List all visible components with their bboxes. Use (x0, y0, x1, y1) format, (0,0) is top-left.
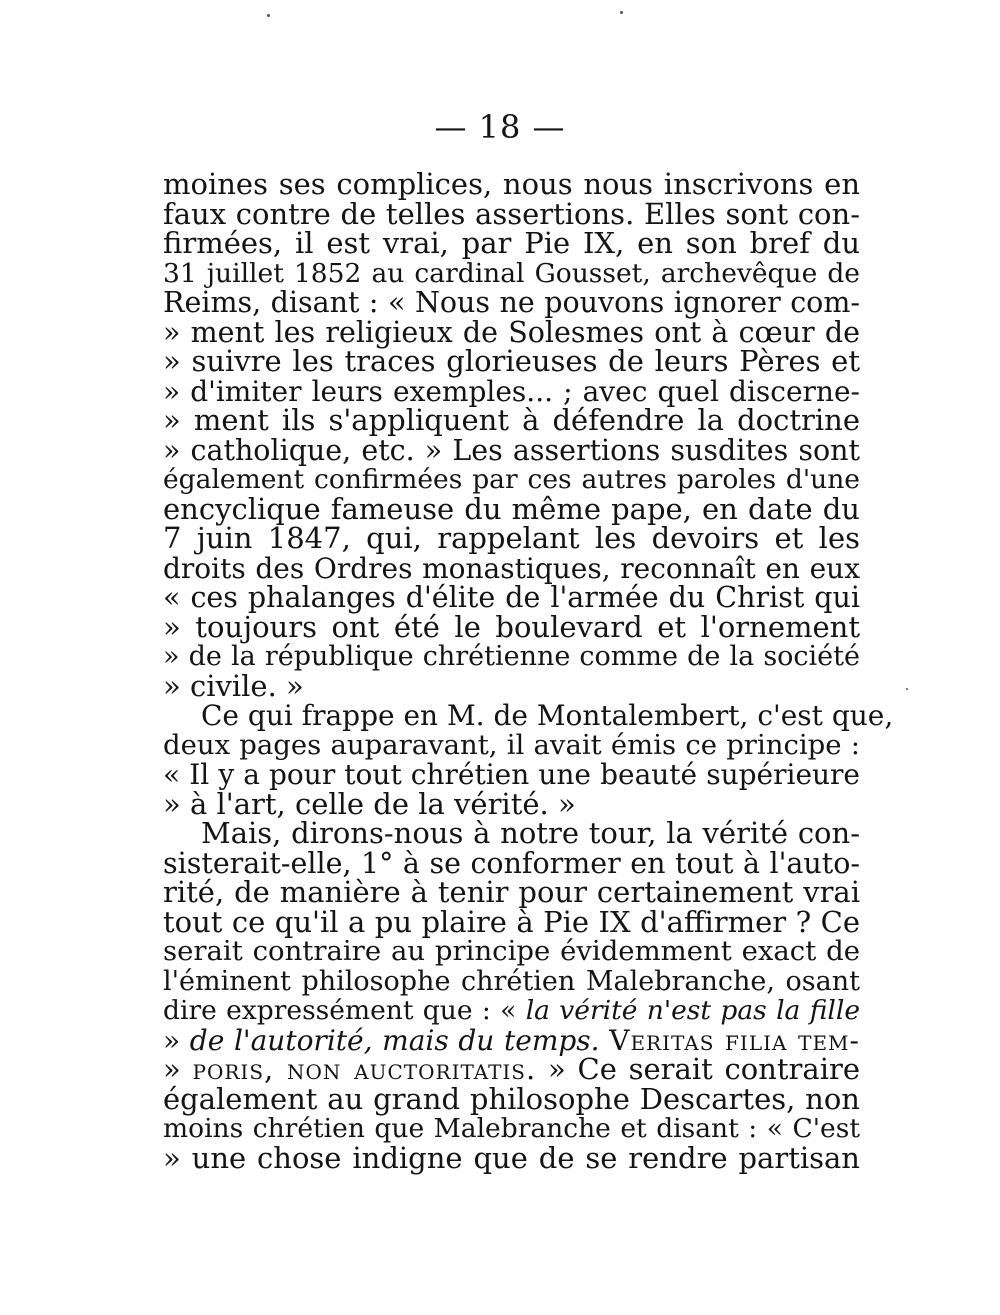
text-line: firmées, il est vrai, par Pie IX, en son bref du (163, 226, 860, 260)
text-line: sisterait-elle, 1° à se conformer en tout à l'auto- (163, 846, 860, 880)
text-roman: » Ce serait contraire (536, 1052, 860, 1086)
print-speck (906, 688, 908, 690)
page-number: — 18 — (434, 108, 566, 146)
quote-italic: la vérité n'est pas la fille (525, 995, 860, 1026)
text-line: l'éminent philosophe chrétien Malebranche, osant (163, 965, 860, 997)
text-line: » catholique, etc. » Les assertions susdites sont (163, 433, 860, 467)
paragraph-first-line: Ce qui frappe en M. de Montalembert, c'est que, (201, 699, 894, 732)
text-line: faux contre de telles assertions. Elles sont con- (163, 196, 860, 231)
text-line: droits des Ordres monastiques, reconnaît en eux (163, 551, 860, 585)
text-line: également confirmées par ces autres paroles d'une (163, 464, 860, 495)
quote-italic: de l'autorité, mais du temps. (189, 1023, 600, 1057)
text-line: » une chose indigne que de se rendre partisan (163, 1140, 860, 1175)
text-line: » toujours ont été le boulevard et l'ornement (163, 609, 860, 644)
text-line: tout ce qu'il a pu plaire à Pie IX d'affirmer ? Ce (163, 904, 860, 939)
text-line (163, 1023, 860, 1057)
text-line: également au grand philosophe Descartes, non (163, 1081, 860, 1116)
text-line: Reims, disant : « Nous ne pouvons ignorer com- (163, 286, 860, 319)
text-line: moins chrétien que Malebranche et disant : « C'est (163, 1113, 860, 1144)
text-line: » de la république chrétienne comme de la société (163, 641, 860, 672)
text-line: 31 juillet 1852 au cardinal Gousset, archevêque de (163, 257, 860, 289)
body-text (163, 167, 894, 1175)
text-line: serait contraire au principe évidemment exact de (163, 935, 860, 967)
text-line: » à l'art, celle de la vérité. » (163, 786, 576, 821)
text-line (163, 996, 860, 1026)
text-roman: dire expressément que : « (163, 995, 526, 1026)
text-line: » suivre les traces glorieuses de leurs Pères et (163, 344, 860, 378)
text-line: rité, de manière à tenir pour certainement vrai (163, 875, 860, 909)
text-roman: » (163, 1052, 193, 1086)
latin-small-caps: poris, non auctoritatis. (192, 1052, 537, 1086)
text-line: « ces phalanges d'élite de l'armée du Christ qui (163, 581, 860, 614)
text-line (163, 1052, 860, 1086)
latin-small-caps: Veritas filia tem- (609, 1023, 860, 1057)
text-roman: » (163, 1023, 190, 1057)
text-line: » ment les religieux de Solesmes ont à cœur de (163, 315, 860, 349)
print-speck (267, 14, 270, 17)
print-speck (620, 11, 623, 14)
text-line: encyclique fameuse du même pape, en date du (163, 491, 860, 526)
text-line: » ment ils s'appliquent à défendre la doctrine (163, 403, 860, 437)
text-line: 7 juin 1847, qui, rappelant les devoirs et les (163, 521, 860, 555)
text-line: moines ses complices, nous nous inscrivons en (163, 167, 860, 201)
text-line: » civile. » (163, 668, 304, 703)
text-line: « Il y a pour tout chrétien une beauté supérieure (163, 758, 860, 791)
text-line: » d'imiter leurs exemples... ; avec quel discerne- (163, 374, 860, 408)
text-line: deux pages auparavant, il avait émis ce principe : (163, 728, 860, 761)
paragraph-first-line: Mais, dirons-nous à notre tour, la vérité con- (201, 816, 860, 850)
